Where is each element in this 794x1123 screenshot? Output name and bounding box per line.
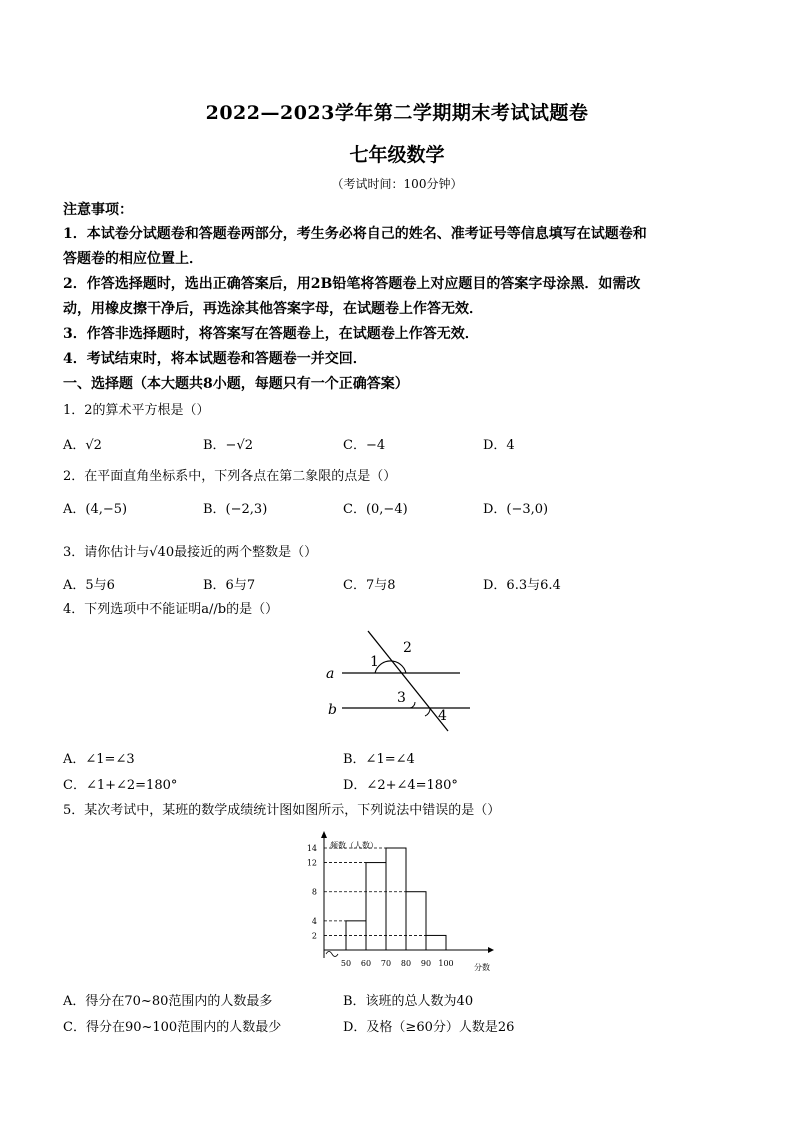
- y-axis-title: 频数（人数）: [330, 841, 378, 850]
- axis-break-mark: [326, 952, 338, 957]
- exam-subtitle: 七年级数学: [349, 144, 445, 166]
- q3-option-c: C．7与8: [343, 578, 396, 593]
- q2-option-a: A．(4,−5): [63, 502, 128, 517]
- line-b-label: b: [328, 702, 337, 718]
- q1-option-d: D．4: [483, 438, 515, 453]
- angle-4-label: 4: [438, 708, 447, 724]
- x-axis-title: 分数: [474, 963, 490, 972]
- q5-option-a: A．得分在70~80范围内的人数最多: [63, 994, 273, 1009]
- note-4: 4．考试结束时，将本试题卷和答题卷一并交回．: [63, 351, 367, 367]
- score-histogram: [296, 828, 506, 980]
- x-tick-label-90: 90: [420, 959, 432, 968]
- exam-title: 2022—2023学年第二学期期末考试试题卷: [205, 102, 589, 124]
- x-tick-label-80: 80: [400, 959, 412, 968]
- y-axis-arrow: [321, 831, 327, 838]
- y-tick-label-12: 12: [306, 858, 317, 868]
- angle-3-label: 3: [397, 690, 406, 706]
- angle-2-arc: [375, 661, 406, 673]
- x-tick-label-70: 70: [380, 959, 392, 968]
- y-tick-label-8: 8: [311, 887, 317, 897]
- line-a-label: a: [326, 666, 335, 682]
- q5-option-c: C．得分在90~100范围内的人数最少: [63, 1020, 282, 1035]
- histogram-bar-80-90: [406, 892, 426, 950]
- q5-option-d: D．及格（≥60分）人数是26: [343, 1020, 515, 1035]
- parallel-lines-figure: [320, 628, 510, 738]
- note-3: 3．作答非选择题时，将答案写在答题卷上，在试题卷上作答无效．: [63, 326, 479, 342]
- angle-2-label: 2: [403, 640, 412, 656]
- q1-stem: 1．2的算术平方根是（）: [63, 403, 210, 418]
- histogram-bar-60-70: [366, 863, 386, 950]
- section-1-heading: 一、选择题（本大题共8小题，每题只有一个正确答案）: [63, 376, 409, 392]
- q4-option-b: B．∠1=∠4: [343, 752, 415, 767]
- note-2a: 2．作答选择题时，选出正确答案后，用2B铅笔将答题卷上对应题目的答案字母涂黑．如需改: [63, 276, 641, 292]
- y-tick-label-14: 14: [306, 844, 317, 853]
- angle-1-label: 1: [370, 654, 379, 670]
- q2-option-c: C．(0,−4): [343, 502, 408, 517]
- q1-option-a: A．√2: [63, 438, 102, 453]
- x-axis-arrow: [488, 947, 494, 953]
- angle-3-arc: [410, 702, 415, 708]
- x-tick-label-50: 50: [340, 959, 352, 968]
- y-tick-label-4: 4: [311, 916, 317, 926]
- q2-stem: 2．在平面直角坐标系中，下列各点在第二象限的点是（）: [63, 469, 397, 484]
- x-tick-label-60: 60: [360, 959, 372, 968]
- q4-stem: 4．下列选项中不能证明a//b的是（）: [63, 602, 279, 617]
- q2-option-b: B．(−2,3): [203, 502, 268, 517]
- note-2b: 动，用橡皮擦干净后，再选涂其他答案字母，在试题卷上作答无效．: [63, 301, 483, 317]
- q4-option-a: A．∠1=∠3: [63, 752, 135, 767]
- histogram-bar-90-100: [426, 935, 446, 950]
- y-tick-label-2: 2: [311, 931, 317, 941]
- q5-stem: 5．某次考试中，某班的数学成绩统计图如图所示，下列说法中错误的是（）: [63, 803, 501, 818]
- q3-option-d: D．6.3与6.4: [483, 578, 561, 593]
- q4-option-c: C．∠1+∠2=180°: [63, 778, 178, 793]
- q1-option-b: B．−√2: [203, 438, 254, 453]
- note-1a: 1．本试卷分试题卷和答题卷两部分，考生务必将自己的姓名、准考证号等信息填写在试题卷和: [63, 226, 647, 242]
- q5-option-b: B．该班的总人数为40: [343, 994, 474, 1009]
- histogram-bar-70-80: [386, 848, 406, 950]
- q3-option-b: B．6与7: [203, 578, 256, 593]
- q3-stem: 3．请你估计与√40最接近的两个整数是（）: [63, 545, 318, 560]
- angle-4-arc: [425, 708, 430, 716]
- x-tick-label-100: 100: [438, 959, 454, 968]
- q2-option-d: D．(−3,0): [483, 502, 549, 517]
- notes-heading: 注意事项：: [63, 202, 133, 218]
- note-1b: 答题卷的相应位置上．: [63, 251, 203, 267]
- q1-option-c: C．−4: [343, 438, 386, 453]
- q3-option-a: A．5与6: [63, 578, 115, 593]
- exam-time-note: （考试时间：100分钟）: [331, 177, 463, 191]
- q4-option-d: D．∠2+∠4=180°: [343, 778, 458, 793]
